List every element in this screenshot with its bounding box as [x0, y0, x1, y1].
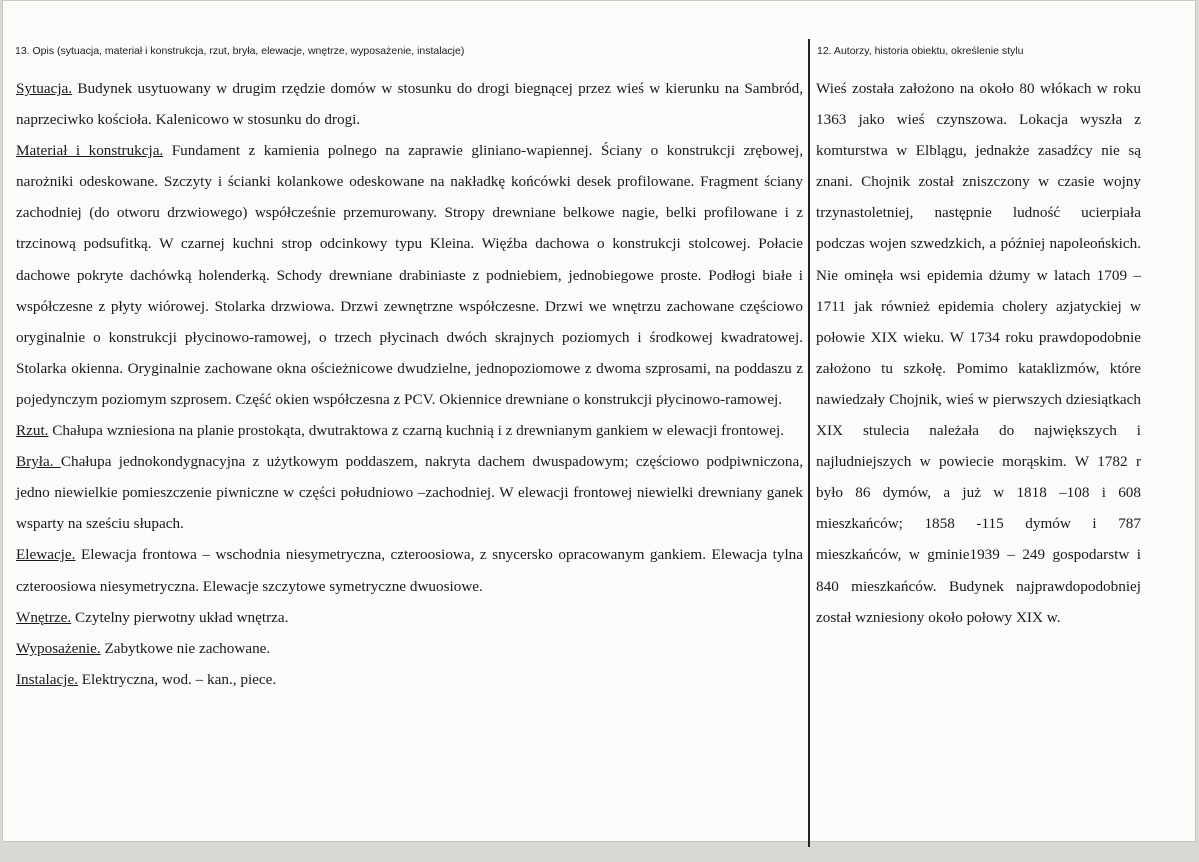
section-label: Instalacje. [16, 670, 78, 688]
section-text: Elewacja frontowa – wschodnia niesymetryczna, czteroosiowa, z snycersko opracowanym gankiem. Elewacja tylna czteroosiowa niesymetryczna. Elewacje szczytowe symetryczne dwuosiowe. [16, 546, 803, 595]
section-label: Rzut. [16, 422, 49, 440]
section-material [16, 135, 803, 415]
section-label: Materiał i konstrukcja. [16, 142, 164, 160]
section-text: Zabytkowe nie zachowane. [100, 639, 271, 657]
section-situation [16, 73, 803, 135]
history-text: Wieś została założono na około 80 włókach w roku 1363 jako wieś czynszowa. Lokacja wyszła z komturstwa w Elblągu, jednakże zasadźcy nie są znani. Chojnik został zniszczony w czasie wojny trzynastoletniej, następnie ludność ucierpiała podczas wojen szwedzkich, a później napoleońskich. Nie ominęła wsi epidemia dżumy w latach 1709 – 1711 jak również epidemia cholery azjatyckiej w połowie XIX wieku. W 1734 roku prawdopodobnie założono tu szkołę. Pomimo kataklizmów, które nawiedzały Chojnik, wieś w pierwszych dziesiątkach XIX stulecia należała do największych i najludniejszych w powiecie morąskim. W 1782 r było 86 dymów, a już w 1818 –108 i 608 mieszkańców; 1858 -115 dymów i 787 mieszkańców, w gminie1939 – 249 gospodarstw i 840 mieszkańców. Budynek najprawdopodobniej został wzniesiony około połowy XIX w. [816, 80, 1141, 626]
section-text: Chałupa jednokondygnacyjna z użytkowym poddaszem, nakryta dachem dwuspadowym; częściowo podpiwniczona, jedno niewielkie pomieszczenie piwniczne w części południowo –zachodniej. W elewacji frontowej niewielki drewniany ganek wsparty na sześciu słupach. [16, 453, 803, 533]
section-text: Fundament z kamienia polnego na zaprawie gliniano-wapiennej. Ściany o konstrukcji zrębowej, narożniki odeskowane. Szczyty i ścianki kolankowe odeskowane na nakładkę końcówki desek profilowane. Fragment ściany zachodniej (do otworu drzwiowego) współcześnie przemurowany. Stropy drewniane belkowe nagie, belki profilowane i z trzcinową podsufitką. W czarnej kuchni strop odcinkowy typu Kleina. Więźba dachowa o konstrukcji stolcowej. Połacie dachowe pokryte dachówką holenderką. Schody drewniane drabiniaste z podniebiem, jednobiegowe proste. Podłogi białe i współczesne z płyty wiórowej. Stolarka drzwiowa. Drzwi zewnętrzne współczesne. Drzwi we wnętrzu zachowane częściowo oryginalnie o konstrukcji płycinowo-ramowej, o trzech płycinach dwóch skrajnych poziomych i środkowej kwadratowej. Stolarka okienna. Oryginalnie zachowane okna ościeżnicowe dwudzielne, jednopoziomowe z dwoma szprosami, na poddaszu z pojedynczym poziomym szprosem. Część okien współczesna z PCV. Okiennice drewniane o konstrukcji płycinowo-ramowej. [16, 142, 803, 408]
description-header: 13. Opis (sytuacja, materiał i konstrukcja, rzut, bryła, elewacje, wnętrze, wyposażenie, instalacje) [15, 45, 465, 57]
section-form [16, 446, 803, 539]
section-text: Elektryczna, wod. – kan., piece. [77, 670, 277, 688]
description-column [16, 73, 803, 695]
section-label: Sytuacja. [16, 80, 73, 97]
section-label: Wyposażenie. [16, 639, 101, 657]
section-plan [16, 415, 803, 446]
section-label: Elewacje. [16, 546, 76, 564]
history-column [816, 73, 1141, 633]
section-installations [16, 664, 803, 695]
section-label: Bryła. [16, 453, 61, 471]
section-text: Czytelny pierwotny układ wnętrza. [71, 608, 289, 626]
section-interior [16, 602, 803, 633]
section-elevations [16, 539, 803, 601]
document-sheet [2, 0, 1196, 842]
history-header: 12. Autorzy, historia obiektu, określenie stylu [817, 45, 1024, 57]
section-furnishing [16, 633, 803, 664]
column-divider [808, 39, 810, 847]
section-text: Chałupa wzniesiona na planie prostokąta, dwutraktowa z czarną kuchnią i z drewnianym gankiem w elewacji frontowej. [48, 422, 784, 440]
section-label: Wnętrze. [16, 608, 72, 626]
section-text: Budynek usytuowany w drugim rzędzie domów w stosunku do drogi biegnącej przez wieś w kierunku na Sambród, naprzeciwko kościoła. Kalenicowo w stosunku do drogi. [16, 80, 803, 129]
